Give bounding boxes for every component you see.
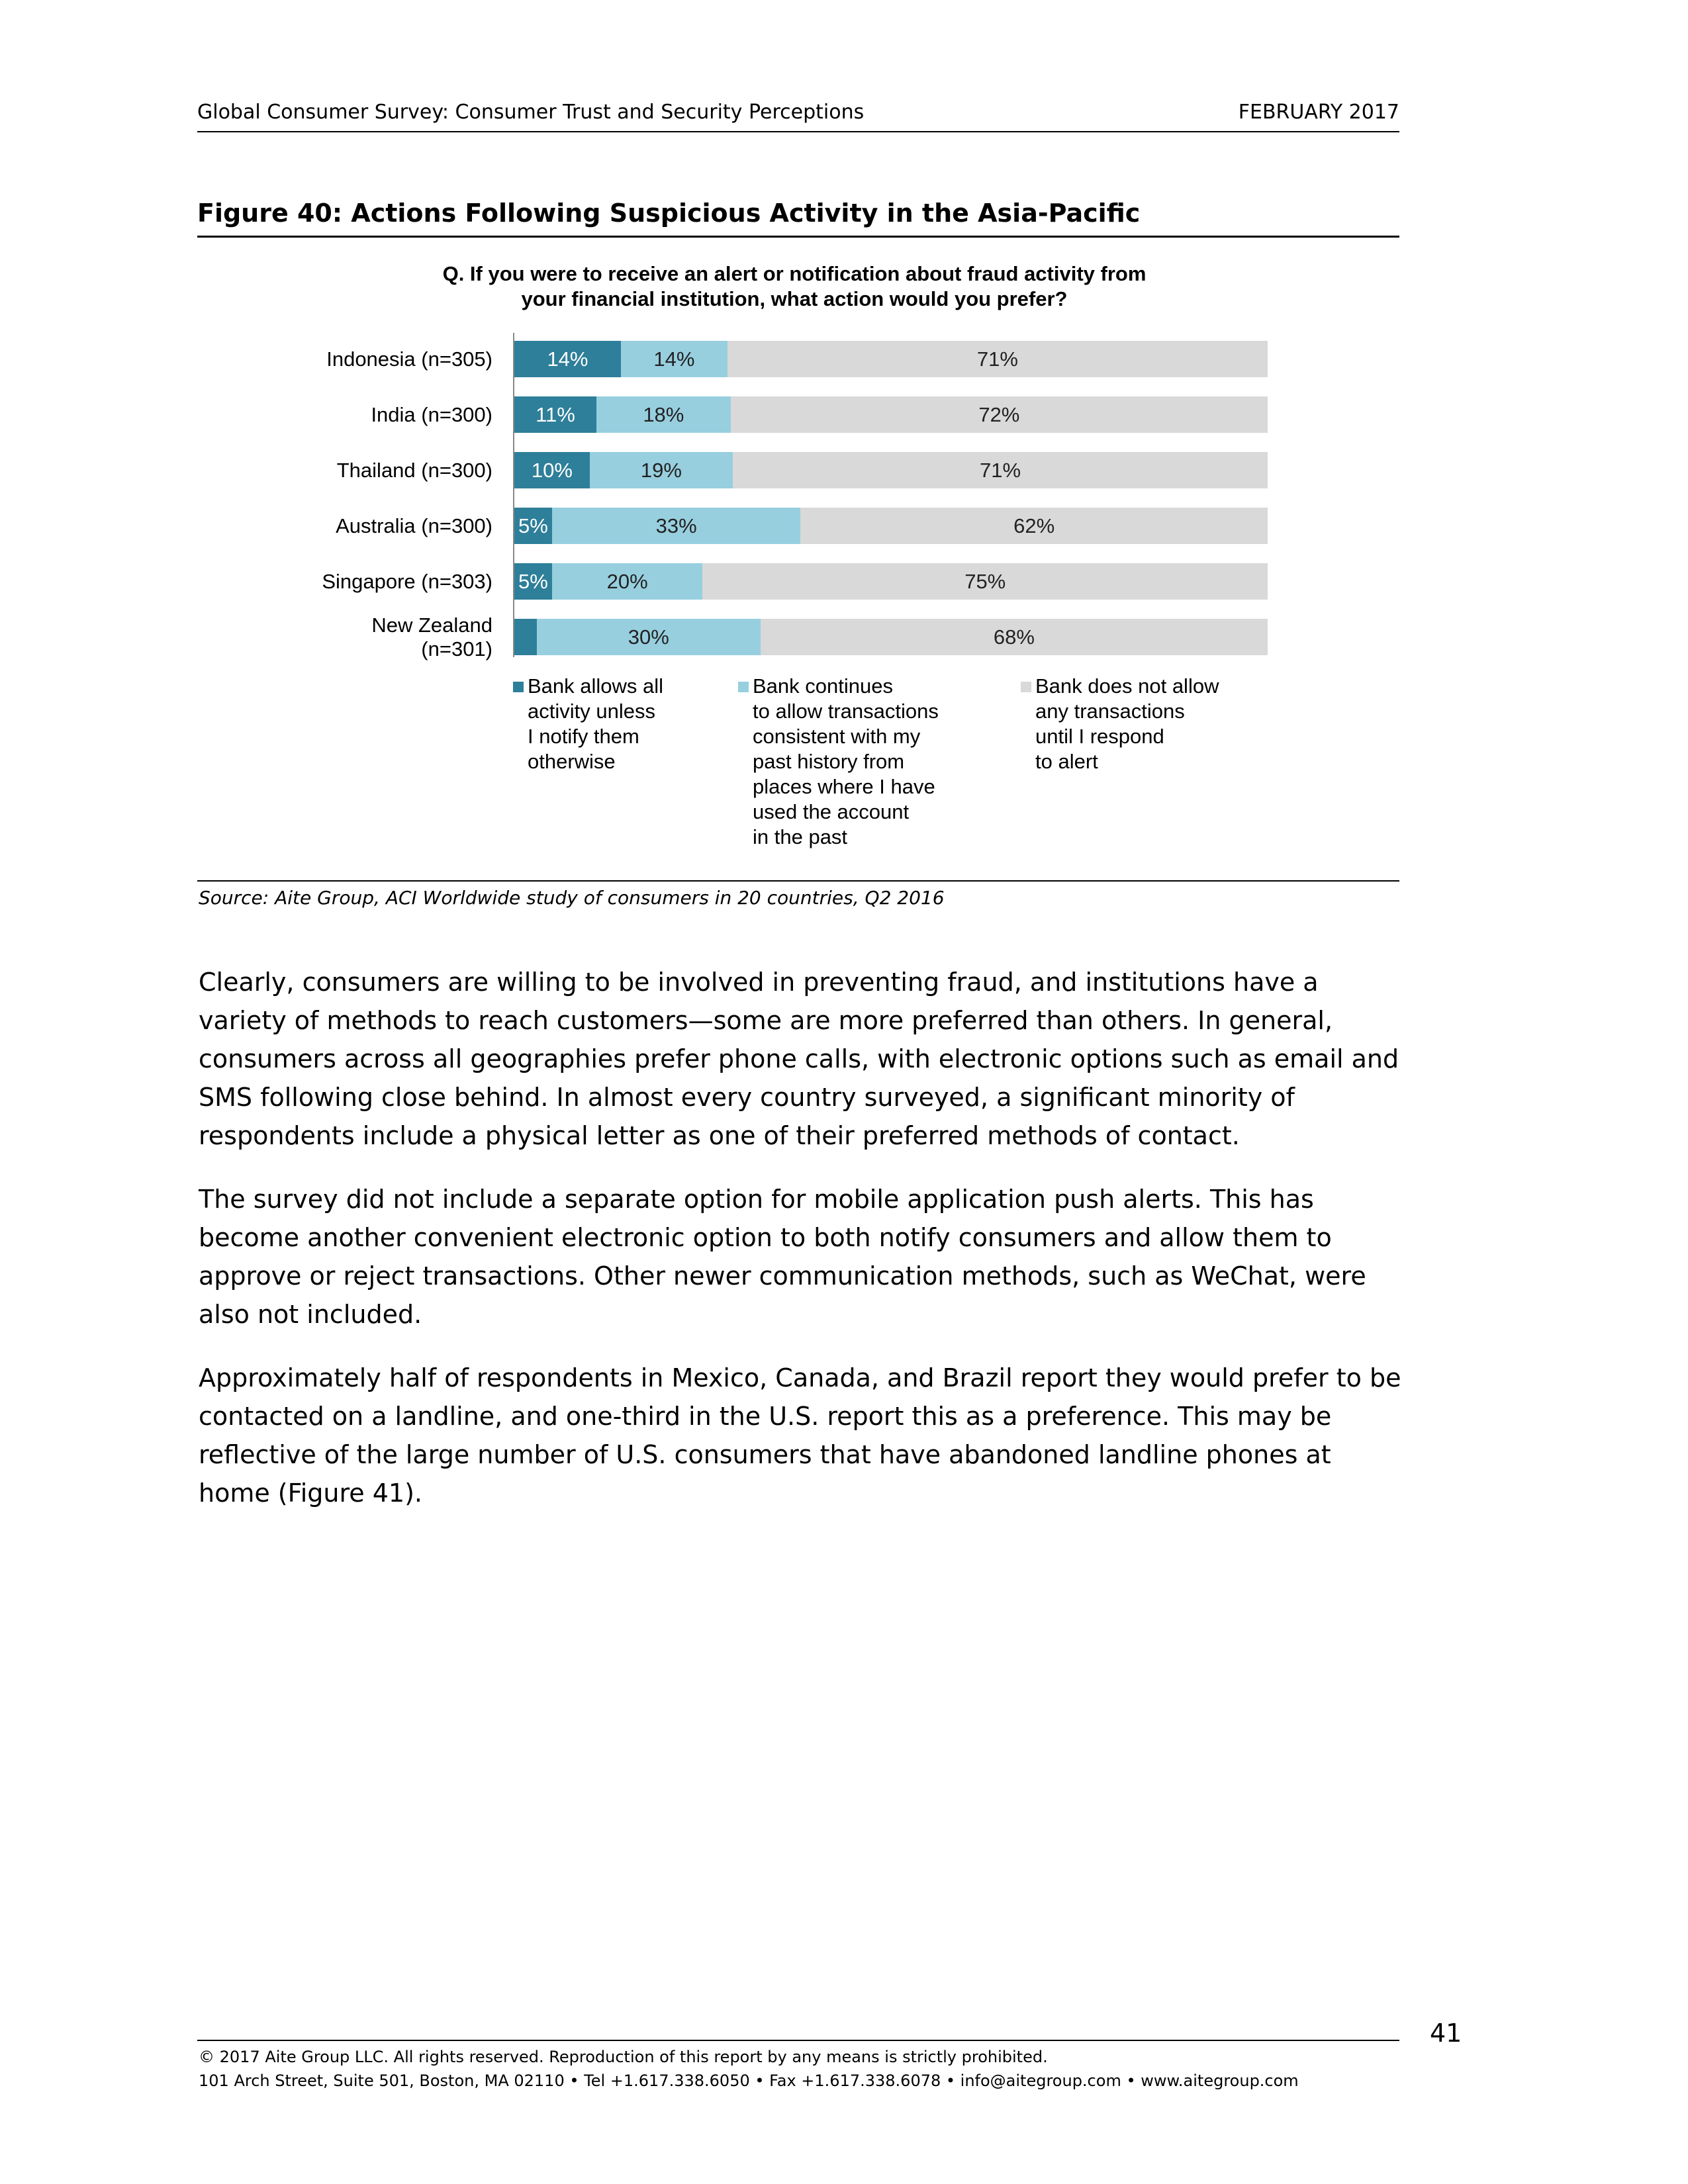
bar-segment-allow-all [514, 452, 590, 488]
page-header [197, 98, 1399, 132]
data-label: 11% [536, 402, 575, 426]
category-label-line: India (n=300) [371, 402, 492, 426]
bar-segment-continue-history [537, 619, 761, 655]
chart-question-line-1: Q. If you were to receive an alert or notification about fraud activity from [442, 262, 1147, 285]
chart-question-line-2: your financial institution, what action would you prefer? [521, 287, 1068, 310]
category-label-line: Singapore (n=303) [322, 569, 492, 593]
data-label: 71% [976, 347, 1018, 371]
bar-row [514, 396, 1268, 433]
data-label: 20% [606, 569, 648, 593]
body-paragraph-2: The survey did not include a separate option for mobile application push alerts. This has become another convenient electronic option to both notify consumers and allow them to approve or reject transactions. Other newer communication methods, such as WeChat, were also not included. [199, 1185, 1366, 1329]
legend-swatch [1021, 682, 1031, 692]
category-label [199, 570, 492, 594]
footer-address: 101 Arch Street, Suite 501, Boston, MA 02110 • Tel +1.617.338.6050 • Fax +1.617.338.6078 • info@aitegroup.com • www.aitegroup.com [199, 2071, 1299, 2090]
bar-segment-allow-all [514, 619, 537, 655]
bar-segment-block-all [727, 341, 1268, 377]
data-label: 33% [655, 514, 697, 537]
data-label: 14% [547, 347, 588, 371]
data-label: 75% [964, 569, 1006, 593]
bar-segment-continue-history [552, 563, 703, 600]
bar-segment-block-all [733, 452, 1268, 488]
legend-item-allow-all [513, 674, 663, 774]
bar-segment-continue-history [596, 396, 731, 433]
category-label-line: Indonesia (n=305) [326, 347, 492, 371]
legend-swatch [738, 682, 749, 692]
body-paragraph-1: Clearly, consumers are willing to be involved in preventing fraud, and institutions have a variety of methods to reach customers—some are more preferred than others. In general, consumers across all geographies prefer phone calls, with electronic options such as email and SMS following close behind. In almost every country surveyed, a significant minority of respondents include a physical letter as one of their preferred methods of contact. [199, 968, 1399, 1150]
bar-row [514, 508, 1268, 544]
bar-row [514, 619, 1268, 655]
figure-title: Figure 40: Actions Following Suspicious Activity in the Asia-Pacific [197, 199, 1399, 238]
category-label-line: (n=301) [421, 637, 492, 660]
figure-source: Source: Aite Group, ACI Worldwide study of consumers in 20 countries, Q2 2016 [199, 887, 945, 909]
data-label: 30% [628, 625, 669, 649]
footer-divider [197, 2040, 1399, 2041]
data-label: 5% [518, 514, 548, 537]
legend-item-block-all [1021, 674, 1219, 774]
bar-segment-continue-history [552, 508, 801, 544]
bar-row [514, 563, 1268, 600]
source-divider [197, 880, 1399, 882]
data-label: 72% [978, 402, 1020, 426]
bar-segment-block-all [702, 563, 1268, 600]
body-paragraph-3: Approximately half of respondents in Mexico, Canada, and Brazil report they would prefer to be contacted on a landline, and one-third in the U.S. report this as a preference. This may be reflective of the large number of U.S. consumers that have abandoned landline phones at home (Figure 41). [199, 1363, 1401, 1508]
bar-segment-allow-all [514, 341, 621, 377]
bar-row [514, 341, 1268, 377]
bar-segment-allow-all [514, 396, 596, 433]
bar-segment-allow-all [514, 508, 552, 544]
data-label: 5% [518, 569, 548, 593]
bar-segment-continue-history [590, 452, 733, 488]
category-label-line: Thailand (n=300) [336, 458, 492, 482]
footer-copyright: © 2017 Aite Group LLC. All rights reserved. Reproduction of this report by any means is strictly prohibited. [199, 2048, 1048, 2066]
bar-segment-block-all [800, 508, 1268, 544]
chart-question [331, 261, 1258, 312]
bar-row [514, 452, 1268, 488]
data-label: 18% [643, 402, 684, 426]
data-label: 14% [653, 347, 695, 371]
category-label [199, 403, 492, 427]
data-label: 68% [993, 625, 1035, 649]
category-label [199, 514, 492, 538]
legend-label: Bank does not allow any transactions until I respond to alert [1035, 674, 1219, 773]
category-label-line: New Zealand [371, 613, 492, 637]
data-label: 10% [531, 458, 573, 482]
data-label: 62% [1013, 514, 1055, 537]
category-label [199, 347, 492, 371]
data-label: 19% [640, 458, 682, 482]
bar-segment-block-all [731, 396, 1268, 433]
header-date: FEBRUARY 2017 [1238, 101, 1399, 124]
legend-label: Bank continues to allow transactions consistent with my past history from places where I have used the account in the past [753, 674, 939, 848]
legend-item-continue-history [738, 674, 939, 850]
bar-segment-allow-all [514, 563, 552, 600]
bar-segment-block-all [761, 619, 1268, 655]
bar-segment-continue-history [621, 341, 727, 377]
header-title: Global Consumer Survey: Consumer Trust and Security Perceptions [197, 101, 865, 124]
category-label [199, 614, 492, 661]
legend-swatch [513, 682, 524, 692]
chart-axis-line [513, 333, 514, 657]
page-number: 41 [1430, 2019, 1462, 2048]
data-label: 71% [979, 458, 1021, 482]
legend-label: Bank allows all activity unless I notify them otherwise [528, 674, 664, 773]
category-label [199, 459, 492, 482]
body-text [199, 963, 1403, 1537]
category-label-line: Australia (n=300) [336, 514, 492, 537]
